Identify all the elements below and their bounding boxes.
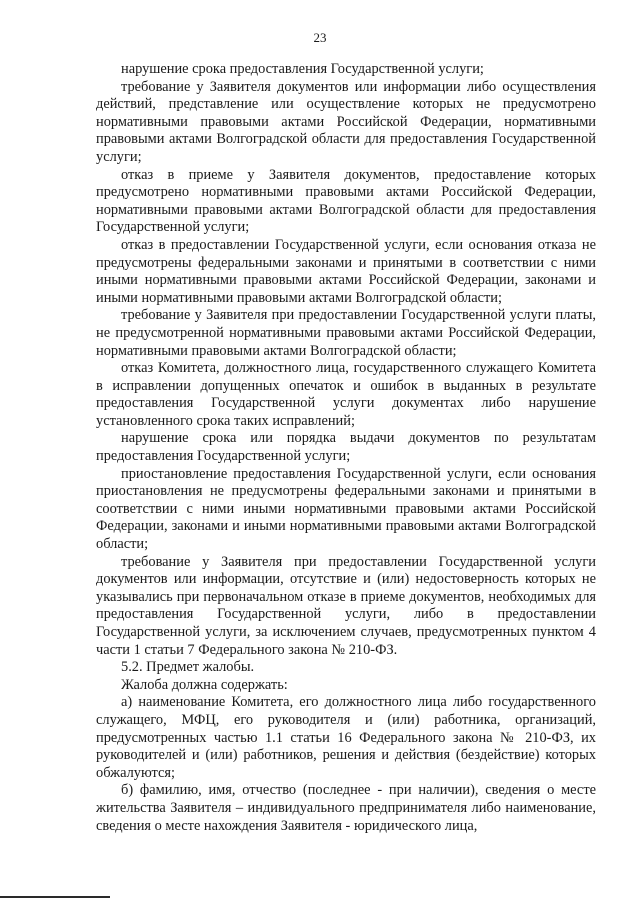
paragraph-demand-payment: требование у Заявителя при предоставлении Государственной услуги платы, не предусмотренной нормативными правовыми актами Российской Федерации, нормативными правовыми актами Волгоградской области; — [96, 307, 596, 359]
list-item-a: а) наименование Комитета, его должностного лица либо государственного служащего, МФЦ, его руководителя и (или) работника, организаций, предусмотренных частью 1.1 статьи 16 Федерального закона № 210-ФЗ, их руководителей и (или) работников, решения и действия (бездействие) которых обжалуются; — [96, 694, 596, 781]
page-number: 23 — [313, 30, 327, 45]
paragraph-refusal-corrections: отказ Комитета, должностного лица, государственного служащего Комитета в исправлении допущенных опечаток и ошибок в выданных в результате предоставления Государственной услуги документах либо нарушение установленного срока таких исправлений; — [96, 360, 596, 429]
paragraph-complaint-must-contain: Жалоба должна содержать: — [121, 676, 288, 693]
paragraph-demand-documents: требование у Заявителя документов или информации либо осуществления действий, представление или осуществление которых не предусмотрено нормативными правовыми актами Российской Федерации, нормативными правовыми актами Волгоградской области для предоставления Государственной услуги; — [96, 78, 596, 165]
paragraph-refusal-service: отказ в предоставлении Государственной услуги, если основания отказа не предусмотрены федеральными законами и принятыми в соответствии с ними иными нормативными правовыми актами Российской Федерации, законами и иными нормативными правовыми актами Волгоградской области; — [96, 236, 596, 306]
paragraph-suspension: приостановление предоставления Государственной услуги, если основания приостановления не предусмотрены федеральными законами и принятыми в соответствии с ними иными нормативными правовыми актами Российской Федерации, законами и иными нормативными правовыми актами Волгоградской области; — [96, 465, 596, 553]
paragraph-violation-issuance: нарушение срока или порядка выдачи документов по результатам предоставления Государственной услуги; — [96, 430, 596, 465]
document-body — [96, 61, 596, 835]
section-heading-complaint-subject: 5.2. Предмет жалобы. — [121, 659, 255, 676]
paragraph-demand-missing-info: требование у Заявителя при предоставлении Государственной услуги документов или информации, отсутствие и (или) недостоверность которых не указывались при первоначальном отказе в приеме документов, необходимых для предоставления Государственной услуги, либо в предоставлении Государственной услуги, за исключением случаев, предусмотренных пунктом 4 части 1 статьи 7 Федерального закона № 210-ФЗ. — [96, 553, 596, 658]
list-item-b: б) фамилию, имя, отчество (последнее - при наличии), сведения о месте жительства Заявителя – индивидуального предпринимателя либо наименование, сведения о месте нахождения Заявителя - юридического лица, — [96, 782, 596, 834]
bottom-divider — [0, 896, 110, 898]
paragraph-refusal-acceptance: отказ в приеме у Заявителя документов, предоставление которых предусмотрено нормативными правовыми актами Российской Федерации, нормативными правовыми актами Волгоградской области для предоставления Государственной услуги; — [96, 166, 596, 236]
paragraph-violation-deadline: нарушение срока предоставления Государственной услуги; — [121, 61, 484, 77]
